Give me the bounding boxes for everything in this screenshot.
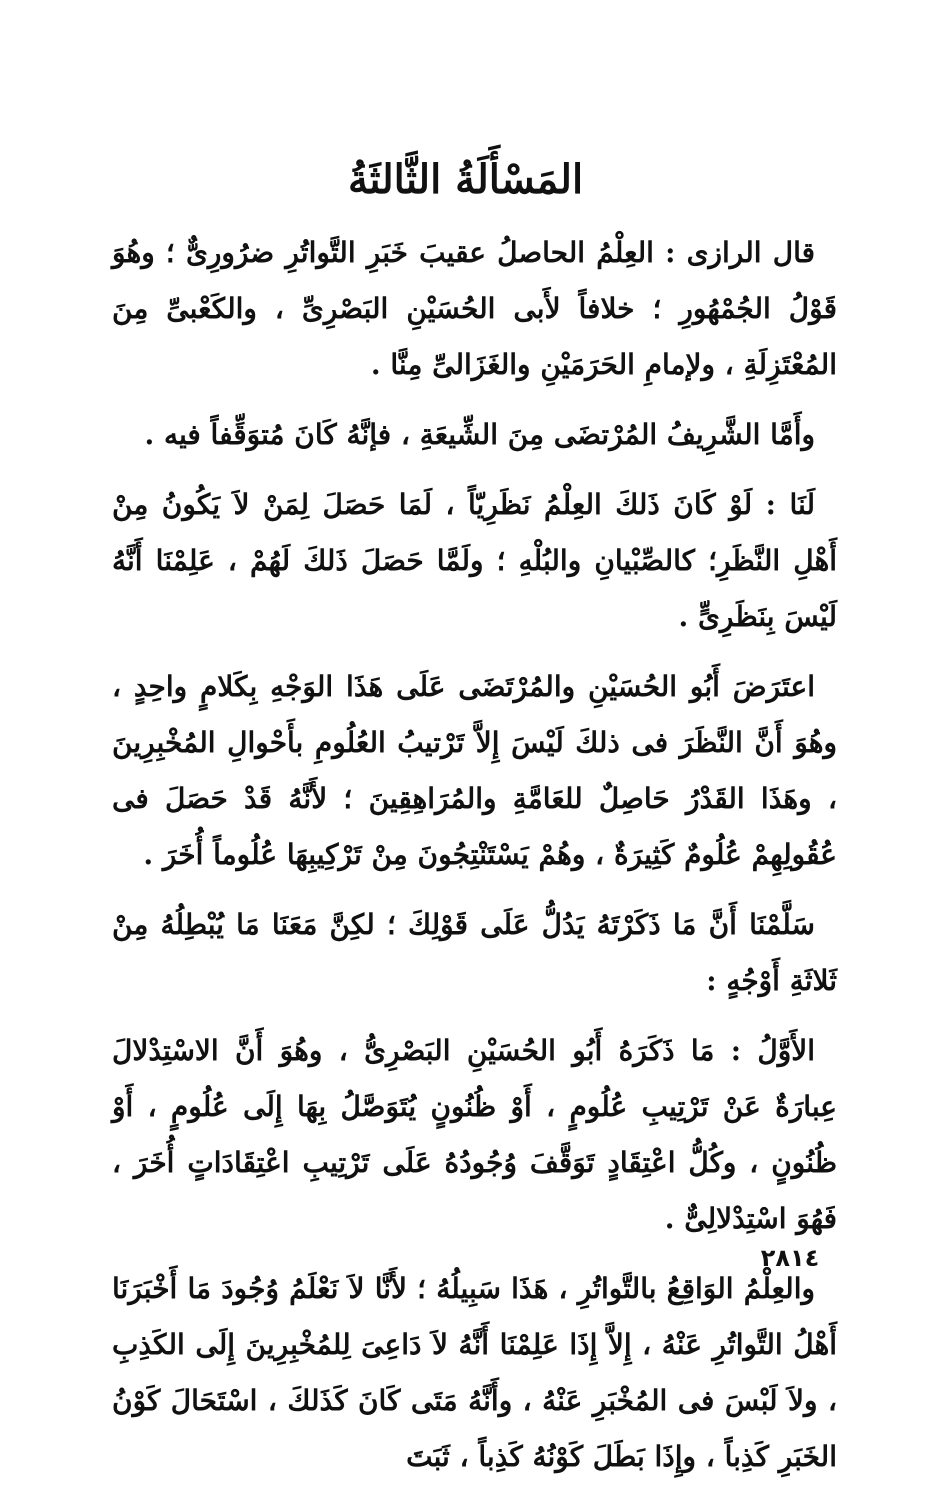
page-number: ٢٨١٤ xyxy=(760,1244,820,1272)
paragraph-5: سَلَّمْنَا أَنَّ مَا ذَكَرْتَهُ يَدُلُّ عَلَى قَوْلِكَ ؛ لكِنَّ مَعَنَا مَا يُبْطِلُهُ مِنْ ثَلاثَةِ أَوْجُهٍ : xyxy=(112,908,837,997)
paragraph-3: لَنَا : لَوْ كَانَ ذَلكَ العِلْمُ نَظَرِيّاً ، لَمَا حَصَلَ لِمَنْ لاَ يَكُونُ مِنْ أَهْلِ النَّظَرِ؛ كالصِّبْيانِ والبُلْهِ ؛ ولَمَّا حَصَلَ ذَلكَ لَهُمْ ، عَلِمْنَا أَنَّهُ لَيْسَ بِنَظَرِىٍّ . xyxy=(112,488,837,633)
paragraph-6: الأَوَّلُ : مَا ذَكَرَهُ أَبُو الحُسَيْنِ البَصْرِىُّ ، وهُوَ أَنَّ الاسْتِدْلالَ عِبارَةٌ عَنْ تَرْتِيبِ عُلُومٍ ، أَوْ ظُنُونٍ يُتَوَصَّلُ بِهَا إِلَى عُلُومٍ ، أَوْ ظُنُونٍ ، وكُلُّ اعْتِقَادٍ تَوَقَّفَ وُجُودُهُ عَلَى تَرْتِيبِ اعْتِقَادَاتٍ أُخَرَ ، فَهُوَ اسْتِدْلالِىٌّ . xyxy=(112,1034,837,1235)
section-title: المَسْأَلَةُ الثَّالثَةُ xyxy=(347,156,584,203)
paragraph-4: اعتَرَضَ أَبُو الحُسَيْنِ والمُرْتَضَى عَلَى هَذَا الوَجْهِ بِكَلامٍ واحِدٍ ، وهُوَ أَنَّ النَّظَرَ فى ذلكَ لَيْسَ إِلاَّ تَرْتيبُ العُلُومِ بأَحْوالِ المُخْبِرِينَ ، وهَذَا القَدْرُ حَاصِلٌ للعَامَّةِ والمُرَاهِقِينَ ؛ لأَنَّهُ قَدْ حَصَلَ فى عُقُولِهِمْ عُلُومٌ كَثِيرَةٌ ، وهُمْ يَسْتَنْتِجُونَ مِنْ تَرْكِيبِهَا عُلُوماً أُخَرَ . xyxy=(112,670,837,871)
paragraph-7: والعِلْمُ الوَاقِعُ بالتَّواتُرِ ، هَذَا سَبِيلُهُ ؛ لأَنَّا لاَ نَعْلَمُ وُجُودَ مَا أَخْبَرَنَا أَهْلُ التَّواتُرِ عَنْهُ ، إِلاَّ إِذَا عَلِمْنَا أَنَّهُ لاَ دَاعِىَ لِلمُخْبِرِينَ إِلَى الكَذِبِ ، ولاَ لَبْسَ فى المُخْبَرِ عَنْهُ ، وأَنَّهُ مَتَى كَانَ كَذَلكَ ، اسْتَحَالَ كَوْنُ الخَبَرِ كَذِباً ، وإِذَا بَطَلَ كَوْنُهُ كَذِباً ، ثَبَتَ xyxy=(112,1272,837,1473)
paragraph-2: وأَمَّا الشَّرِيفُ المُرْتضَى مِنَ الشِّيعَةِ ، فإنَّهُ كَانَ مُتوَقِّفاً فيه . xyxy=(144,418,815,451)
paragraph-1: قال الرازى : العِلْمُ الحاصلُ عقيبَ خَبَرِ التَّواتُرِ ضرُورِىٌّ ؛ وهُوَ قَوْلُ الجُمْهُورِ ؛ خلافاً لأَبى الحُسَيْنِ البَصْرِىِّ ، والكَعْبىِّ مِنَ المُعْتَزِلَةِ ، ولإمامِ الحَرَمَيْنِ والغَزَالىِّ مِنَّا . xyxy=(112,236,837,381)
body-text xyxy=(112,225,837,1499)
